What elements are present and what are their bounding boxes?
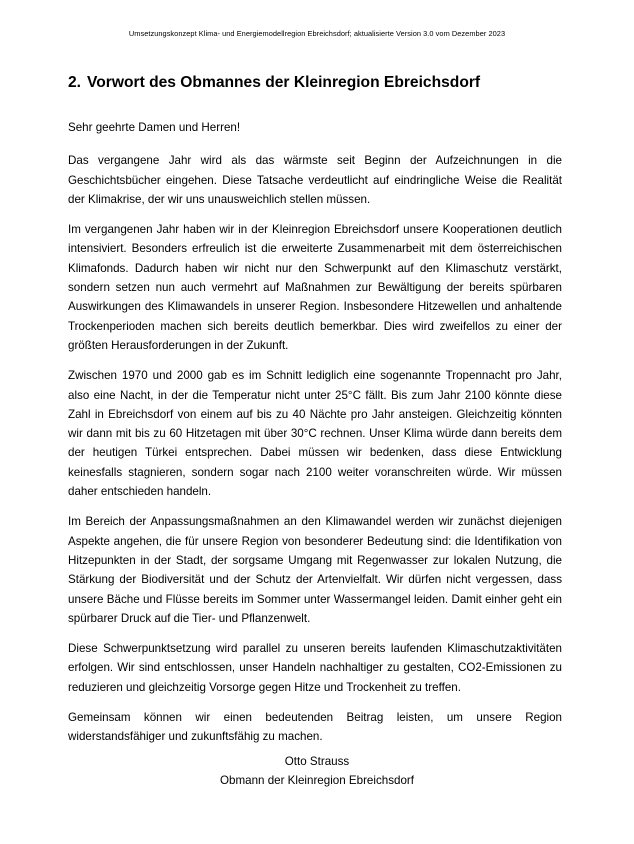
section-heading xyxy=(68,74,480,92)
section-number: 2. xyxy=(68,74,82,91)
signature-role: Obmann der Kleinregion Ebreichsdorf xyxy=(220,774,414,788)
signature-name: Otto Strauss xyxy=(284,755,350,768)
salutation: Sehr geehrte Damen und Herren! xyxy=(68,121,241,134)
section-title: Vorwort des Obmannes der Kleinregion Ebreichsdorf xyxy=(87,74,481,91)
page-header: Umsetzungskonzept Klima- und Energiemodellregion Ebreichsdorf; aktualisierte Version 3.0 vom Dezember 2023 xyxy=(128,29,506,38)
paragraph-5: Diese Schwerpunktsetzung wird parallel zu unseren bereits laufenden Klimaschutzaktivitäten erfolgen. Wir sind entschlossen, unser Handeln nachhaltiger zu gestalten, CO2-Emissionen zu reduzieren und gleichzeitig Vorsorge gegen Hitze und Trockenheit zu treffen. xyxy=(68,642,562,694)
signature-block xyxy=(0,752,634,791)
paragraph-1: Das vergangene Jahr wird als das wärmste seit Beginn der Aufzeichnungen in die Geschichtsbücher eingehen. Diese Tatsache verdeutlicht auf eindringliche Weise die Realität der Klimakrise, der wir uns unausweichlich stellen müssen. xyxy=(68,154,562,206)
foreword-body xyxy=(68,118,562,758)
paragraph-6: Gemeinsam können wir einen bedeutenden Beitrag leisten, um unsere Region widerstandsfähiger und zukunftsfähig zu machen. xyxy=(68,711,562,744)
paragraph-3: Zwischen 1970 und 2000 gab es im Schnitt lediglich eine sogenannte Tropennacht pro Jahr, also eine Nacht, in der die Temperatur nicht unter 25°C fällt. Bis zum Jahr 2100 könnte diese Zahl in Ebreichsdorf von einem auf bis zu 40 Nächte pro Jahr ansteigen. Gleichzeitig könnten wir dann mit bis zu 60 Hitzetagen mit über 30°C rechnen. Unser Klima würde dann bereits dem der heutigen Türkei entsprechen. Dabei müssen wir bedenken, dass diese Entwicklung keinesfalls stagnieren, sondern sogar nach 2100 weiter voranschreiten würde. Wir müssen daher entschieden handeln. xyxy=(68,369,562,499)
paragraph-4: Im Bereich der Anpassungsmaßnahmen an den Klimawandel werden wir zunächst diejenigen Aspekte angehen, die für unsere Region von besonderer Bedeutung sind: die Identifikation von Hitzepunkten in der Stadt, der sorgsame Umgang mit Regenwasser zur lokalen Nutzung, die Stärkung der Biodiversität und der Schutz der Artenvielfalt. Wir dürfen nicht vergessen, dass unsere Bäche und Flüsse bereits im Sommer unter Wassermangel leiden. Damit einher geht ein spürbarer Druck auf die Tier- und Pflanzenwelt. xyxy=(68,515,562,625)
paragraph-2: Im vergangenen Jahr haben wir in der Kleinregion Ebreichsdorf unsere Kooperationen deutlich intensiviert. Besonders erfreulich ist die erweiterte Zusammenarbeit mit dem österreichischen Klimafonds. Dadurch haben wir nicht nur den Schwerpunkt auf den Klimaschutz verstärkt, sondern setzen nun auch vermehrt auf Maßnahmen zur Bewältigung der bereits spürbaren Auswirkungen des Klimawandels in unserer Region. Insbesondere Hitzewellen und anhaltende Trockenperioden machen sich bereits deutlich bemerkbar. Dies wird zweifellos zu einer der größten Herausforderungen in der Zukunft. xyxy=(68,223,562,352)
